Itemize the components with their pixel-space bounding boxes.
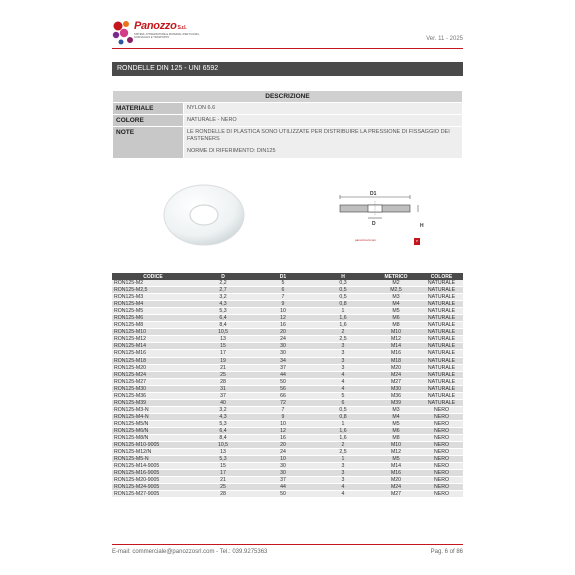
table-cell: NATURALE (420, 322, 463, 329)
table-cell: 5,3 (194, 308, 252, 315)
table-cell: 0,8 (314, 413, 372, 420)
table-cell: M6 (372, 427, 420, 434)
table-cell: RON125-M30 (112, 385, 194, 392)
table-cell: 1,6 (314, 315, 372, 322)
table-cell: 31 (194, 385, 252, 392)
table-row (112, 456, 463, 463)
table-cell: M4 (372, 301, 420, 308)
table-cell: 4 (314, 491, 372, 498)
table-cell: RON125-M10 (112, 329, 194, 336)
table-cell: RON125-M3 (112, 294, 194, 301)
table-cell: NATURALE (420, 385, 463, 392)
table-row (112, 413, 463, 420)
table-row (112, 329, 463, 336)
table-cell: NATURALE (420, 329, 463, 336)
table-cell: 8,4 (194, 322, 252, 329)
table-cell: RON125-M8/N (112, 435, 194, 442)
table-cell: 13 (194, 449, 252, 456)
table-cell: 3 (314, 470, 372, 477)
table-row (112, 336, 463, 343)
table-cell: RON125-M20 (112, 364, 194, 371)
table-cell: RON125-M12 (112, 336, 194, 343)
table-cell: NERO (420, 463, 463, 470)
table-cell: 30 (252, 463, 314, 470)
table-row (112, 350, 463, 357)
table-cell: M2 (372, 280, 420, 287)
d-label: D (372, 221, 376, 227)
table-cell: RON125-M12/N (112, 449, 194, 456)
table-row (112, 435, 463, 442)
table-cell: 21 (194, 364, 252, 371)
table-cell: 3 (314, 463, 372, 470)
table-row (112, 406, 463, 413)
table-cell: 4 (314, 378, 372, 385)
table-row (112, 491, 463, 498)
table-cell: RON125-M10-9005 (112, 442, 194, 449)
table-cell: NERO (420, 442, 463, 449)
drawing-brand: panozzosrl.com (355, 238, 377, 242)
table-cell: 9 (252, 301, 314, 308)
h-label: H (420, 223, 424, 229)
table-cell: NATURALE (420, 336, 463, 343)
table-cell: 17 (194, 350, 252, 357)
version-label: Ver. 11 - 2025 (426, 36, 463, 42)
table-cell: M4 (372, 413, 420, 420)
table-cell: RON125-M4 (112, 301, 194, 308)
table-cell: NATURALE (420, 294, 463, 301)
table-cell: 3 (314, 350, 372, 357)
table-cell: 37 (252, 477, 314, 484)
table-cell: 4 (314, 385, 372, 392)
table-cell: 2,2 (194, 280, 252, 287)
table-cell: 10,5 (194, 329, 252, 336)
table-cell: 2,5 (314, 449, 372, 456)
table-cell: 0,3 (314, 280, 372, 287)
notes-text: LE RONDELLE DI PLASTICA SONO UTILIZZATE PER DISTRIBUIRE LA PRESSIONE DI FISSAGGIO DEI FASTENERS (187, 129, 450, 142)
table-cell: 4 (314, 484, 372, 491)
table-cell: NERO (420, 413, 463, 420)
table-row (112, 420, 463, 427)
table-row (112, 470, 463, 477)
table-row (112, 294, 463, 301)
table-cell: NERO (420, 470, 463, 477)
table-cell: NATURALE (420, 357, 463, 364)
table-row (112, 322, 463, 329)
table-cell: NERO (420, 491, 463, 498)
table-cell: 3 (314, 343, 372, 350)
table-cell: M16 (372, 470, 420, 477)
table-row (112, 449, 463, 456)
table-cell: 28 (194, 378, 252, 385)
table-row (112, 399, 463, 406)
table-cell: 12 (252, 315, 314, 322)
table-cell: NATURALE (420, 350, 463, 357)
table-cell: NATURALE (420, 301, 463, 308)
logo-tagline: SISTEMI, ATTREZZATURE E MATERIALI PER PULIZIA, SOFFIAGGIO E TRASPORTO (134, 33, 200, 39)
table-cell: 30 (252, 470, 314, 477)
col-header-colore: COLORE (420, 273, 463, 280)
header-divider (112, 48, 463, 49)
table-cell: 0,5 (314, 294, 372, 301)
table-cell: RON125-M14 (112, 343, 194, 350)
table-cell: RON125-M8 (112, 322, 194, 329)
table-cell: 2,5 (314, 336, 372, 343)
table-cell: 44 (252, 371, 314, 378)
product-table (112, 273, 463, 498)
logo-name: PanozzoS.r.l. (134, 20, 187, 32)
table-cell: 4 (314, 371, 372, 378)
table-cell: 44 (252, 484, 314, 491)
table-cell: 1 (314, 420, 372, 427)
footer-contact: E-mail: commerciale@panozzosrl.com - Tel.: 039.9275363 (112, 549, 268, 555)
table-cell: 25 (194, 484, 252, 491)
table-cell: NATURALE (420, 364, 463, 371)
table-cell: 4,3 (194, 301, 252, 308)
table-cell: 2 (314, 329, 372, 336)
table-row (112, 477, 463, 484)
table-cell: 56 (252, 385, 314, 392)
table-cell: RON125-M6/N (112, 427, 194, 434)
table-cell: 3,2 (194, 406, 252, 413)
table-cell: NATURALE (420, 378, 463, 385)
table-cell: RON125-M16 (112, 350, 194, 357)
table-cell: NERO (420, 484, 463, 491)
table-cell: RON125-M5-N (112, 456, 194, 463)
table-cell: 2 (314, 442, 372, 449)
table-row (112, 392, 463, 399)
table-cell: M10 (372, 329, 420, 336)
table-row (112, 343, 463, 350)
table-cell: RON125-M36 (112, 392, 194, 399)
table-cell: 5 (314, 392, 372, 399)
table-cell: 3 (314, 357, 372, 364)
table-cell: 6 (314, 399, 372, 406)
table-cell: RON125-M20-9005 (112, 477, 194, 484)
material-value: NYLON 6.6 (184, 103, 463, 115)
table-cell: M2,5 (372, 287, 420, 294)
table-row (112, 308, 463, 315)
table-row (112, 357, 463, 364)
table-cell: RON125-M3-N (112, 406, 194, 413)
table-cell: RON125-M39 (112, 399, 194, 406)
table-header-row (112, 273, 463, 280)
table-cell: 5 (252, 280, 314, 287)
table-row (112, 463, 463, 470)
table-row (112, 484, 463, 491)
table-cell: 1 (314, 308, 372, 315)
table-cell: 20 (252, 442, 314, 449)
table-cell: 13 (194, 336, 252, 343)
table-cell: RON125-M4-N (112, 413, 194, 420)
table-cell: RON125-M2 (112, 280, 194, 287)
table-cell: 15 (194, 343, 252, 350)
table-cell: 1,6 (314, 427, 372, 434)
table-cell: M20 (372, 364, 420, 371)
table-cell: 6,4 (194, 427, 252, 434)
description-table (112, 90, 463, 159)
table-cell: NERO (420, 449, 463, 456)
logo-mark-icon (112, 20, 136, 46)
table-cell: 3 (314, 364, 372, 371)
table-cell: RON125-M27 (112, 378, 194, 385)
table-cell: M5 (372, 308, 420, 315)
table-cell: 0,5 (314, 406, 372, 413)
table-row (112, 385, 463, 392)
col-header-codice: CODICE (112, 273, 194, 280)
table-cell: NERO (420, 420, 463, 427)
table-cell: NERO (420, 456, 463, 463)
table-cell: M8 (372, 435, 420, 442)
table-cell: 3 (314, 477, 372, 484)
table-cell: M27 (372, 491, 420, 498)
col-header-d1: D1 (252, 273, 314, 280)
table-cell: 20 (252, 329, 314, 336)
table-cell: 0,8 (314, 301, 372, 308)
table-row (112, 427, 463, 434)
table-cell: M6 (372, 315, 420, 322)
table-cell: 1,6 (314, 435, 372, 442)
table-cell: 16 (252, 322, 314, 329)
table-row (112, 315, 463, 322)
table-cell: NATURALE (420, 315, 463, 322)
table-cell: 50 (252, 491, 314, 498)
table-cell: 30 (252, 343, 314, 350)
table-cell: 2,7 (194, 287, 252, 294)
table-cell: RON125-M16-9005 (112, 470, 194, 477)
table-cell: 12 (252, 427, 314, 434)
table-cell: 34 (252, 357, 314, 364)
table-cell: NATURALE (420, 371, 463, 378)
table-cell: 10,5 (194, 442, 252, 449)
table-cell: M12 (372, 336, 420, 343)
table-cell: 5,3 (194, 456, 252, 463)
notes-label: NOTE (113, 127, 184, 159)
table-cell: 4,3 (194, 413, 252, 420)
table-cell: M20 (372, 477, 420, 484)
table-cell: 10 (252, 420, 314, 427)
table-cell: M36 (372, 392, 420, 399)
table-cell: 50 (252, 378, 314, 385)
table-cell: 15 (194, 463, 252, 470)
table-row (112, 371, 463, 378)
table-cell: NERO (420, 427, 463, 434)
table-cell: 3,2 (194, 294, 252, 301)
material-label: MATERIALE (113, 103, 184, 115)
notes-standard: NORME DI RIFERIMENTO: DIN125 (187, 148, 276, 154)
table-cell: NATURALE (420, 280, 463, 287)
table-cell: M3 (372, 406, 420, 413)
col-header-d: D (194, 273, 252, 280)
table-cell: 7 (252, 406, 314, 413)
d1-label: D1 (370, 191, 377, 197)
table-cell: 9 (252, 413, 314, 420)
table-cell: NERO (420, 477, 463, 484)
table-cell: 25 (194, 371, 252, 378)
col-header-h: H (314, 273, 372, 280)
table-row (112, 364, 463, 371)
table-cell: RON125-M5/N (112, 420, 194, 427)
table-cell: 24 (252, 449, 314, 456)
table-cell: NERO (420, 406, 463, 413)
table-cell: RON125-M18 (112, 357, 194, 364)
table-cell: 10 (252, 308, 314, 315)
color-label: COLORE (113, 115, 184, 127)
page-number: Pag. 6 of 86 (430, 549, 463, 555)
table-row (112, 301, 463, 308)
table-cell: RON125-M14-9005 (112, 463, 194, 470)
description-heading: DESCRIZIONE (113, 91, 463, 103)
company-logo (112, 18, 202, 48)
table-cell: M27 (372, 378, 420, 385)
table-cell: M5 (372, 420, 420, 427)
table-cell: 7 (252, 294, 314, 301)
table-cell: 1,6 (314, 322, 372, 329)
footer-divider (112, 544, 463, 545)
table-cell: 21 (194, 477, 252, 484)
table-cell: 10 (252, 456, 314, 463)
table-cell: M39 (372, 399, 420, 406)
table-cell: M5 (372, 456, 420, 463)
table-cell: M12 (372, 449, 420, 456)
table-cell: 66 (252, 392, 314, 399)
pdf-icon[interactable]: P (415, 239, 418, 243)
table-cell: 72 (252, 399, 314, 406)
washer-technical-drawing (330, 185, 440, 240)
table-cell: RON125-M24-9005 (112, 484, 194, 491)
table-cell: 16 (252, 435, 314, 442)
table-cell: 6,4 (194, 315, 252, 322)
table-cell: 17 (194, 470, 252, 477)
table-cell: NATURALE (420, 308, 463, 315)
table-cell: M3 (372, 294, 420, 301)
table-cell: 40 (194, 399, 252, 406)
table-cell: M16 (372, 350, 420, 357)
table-row (112, 442, 463, 449)
table-cell: M10 (372, 442, 420, 449)
washer-photo (160, 178, 248, 248)
table-cell: NATURALE (420, 399, 463, 406)
table-cell: 6 (252, 287, 314, 294)
table-cell: 19 (194, 357, 252, 364)
table-cell: 1 (314, 456, 372, 463)
table-cell: M14 (372, 343, 420, 350)
table-cell: RON125-M2,5 (112, 287, 194, 294)
col-header-metrico: METRICO (372, 273, 420, 280)
table-cell: RON125-M24 (112, 371, 194, 378)
table-cell: NERO (420, 435, 463, 442)
table-cell: M18 (372, 357, 420, 364)
color-value: NATURALE - NERO (184, 115, 463, 127)
table-cell: 0,5 (314, 287, 372, 294)
table-cell: 8,4 (194, 435, 252, 442)
table-cell: RON125-M5 (112, 308, 194, 315)
table-row (112, 378, 463, 385)
table-cell: 30 (252, 350, 314, 357)
table-row (112, 287, 463, 294)
product-title: RONDELLE DIN 125 - UNI 6592 (112, 62, 463, 76)
table-cell: 37 (194, 392, 252, 399)
notes-value (184, 127, 463, 159)
table-cell: RON125-M27-9005 (112, 491, 194, 498)
table-cell: RON125-M6 (112, 315, 194, 322)
table-cell: M24 (372, 371, 420, 378)
table-cell: M14 (372, 463, 420, 470)
table-cell: NATURALE (420, 287, 463, 294)
table-cell: M24 (372, 484, 420, 491)
table-cell: 28 (194, 491, 252, 498)
table-cell: 5,3 (194, 420, 252, 427)
table-cell: 37 (252, 364, 314, 371)
table-cell: NATURALE (420, 343, 463, 350)
table-cell: M8 (372, 322, 420, 329)
table-cell: 24 (252, 336, 314, 343)
table-cell: M30 (372, 385, 420, 392)
table-cell: NATURALE (420, 392, 463, 399)
